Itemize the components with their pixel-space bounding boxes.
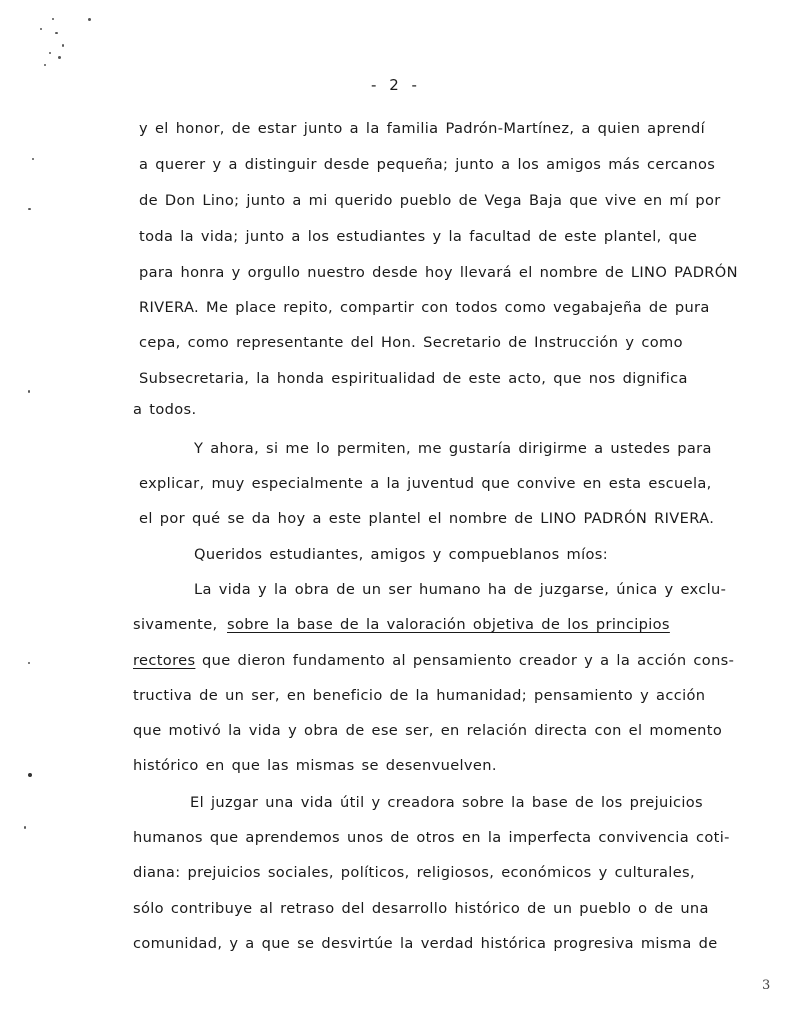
scan-speck (32, 158, 34, 160)
body-line: cepa, como representante del Hon. Secretario de Instrucción y como (139, 334, 683, 351)
scan-speck (58, 56, 61, 59)
body-line: Y ahora, si me lo permiten, me gustaría dirigirme a ustedes para (194, 440, 712, 457)
body-line: a todos. (133, 401, 197, 418)
body-line: El juzgar una vida útil y creadora sobre la base de los prejuicios (190, 794, 703, 811)
scan-speck (28, 662, 30, 664)
body-line: sivamente, (133, 616, 218, 633)
scan-speck (44, 64, 46, 66)
scan-speck (49, 52, 51, 54)
scan-speck (24, 826, 26, 829)
scan-speck (55, 32, 58, 34)
body-line: sólo contribuye al retraso del desarrollo histórico de un pueblo o de una (133, 900, 709, 917)
body-line: que motivó la vida y obra de ese ser, en relación directa con el momento (133, 722, 723, 739)
body-line: de Don Lino; junto a mi querido pueblo de Vega Baja que vive en mí por (139, 192, 721, 209)
body-line: tructiva de un ser, en beneficio de la humanidad; pensamiento y acción (133, 687, 706, 704)
underlined-phrase: sobre la base de la valoración objetiva de los principios (227, 616, 670, 633)
scan-speck (40, 28, 42, 30)
body-line: a querer y a distinguir desde pequeña; junto a los amigos más cercanos (139, 156, 716, 173)
body-line: diana: prejuicios sociales, políticos, religiosos, económicos y culturales, (133, 864, 695, 881)
body-line: RIVERA. Me place repito, compartir con todos como vegabajeña de pura (139, 299, 710, 316)
body-line: el por qué se da hoy a este plantel el nombre de LINO PADRÓN RIVERA. (139, 510, 715, 527)
body-line: y el honor, de estar junto a la familia Padrón-Martínez, a quien aprendí (139, 120, 706, 137)
underlined-phrase: rectores (133, 652, 196, 669)
page-number: - 2 - (371, 76, 421, 94)
body-line: Subsecretaria, la honda espiritualidad de este acto, que nos dignifica (139, 370, 688, 387)
scan-speck (88, 18, 91, 21)
scan-speck (62, 44, 64, 47)
body-line: explicar, muy especialmente a la juventud que convive en esta escuela, (139, 475, 712, 492)
scan-speck (28, 208, 31, 210)
scan-speck (28, 390, 30, 393)
body-line: Queridos estudiantes, amigos y compueblanos míos: (194, 546, 608, 563)
body-line: La vida y la obra de un ser humano ha de juzgarse, única y exclu- (194, 581, 727, 598)
body-line: humanos que aprendemos unos de otros en la imperfecta convivencia coti- (133, 829, 730, 846)
handwritten-page-mark: 3 (762, 978, 771, 993)
scan-speck (52, 18, 54, 20)
body-line: comunidad, y a que se desvirtúe la verdad histórica progresiva misma de (133, 935, 718, 952)
body-line: que dieron fundamento al pensamiento creador y a la acción cons- (202, 652, 735, 669)
body-line: histórico en que las mismas se desenvuelven. (133, 757, 497, 774)
body-line: para honra y orgullo nuestro desde hoy llevará el nombre de LINO PADRÓN (139, 264, 738, 281)
body-line: toda la vida; junto a los estudiantes y la facultad de este plantel, que (139, 228, 698, 245)
scan-speck (28, 773, 32, 777)
